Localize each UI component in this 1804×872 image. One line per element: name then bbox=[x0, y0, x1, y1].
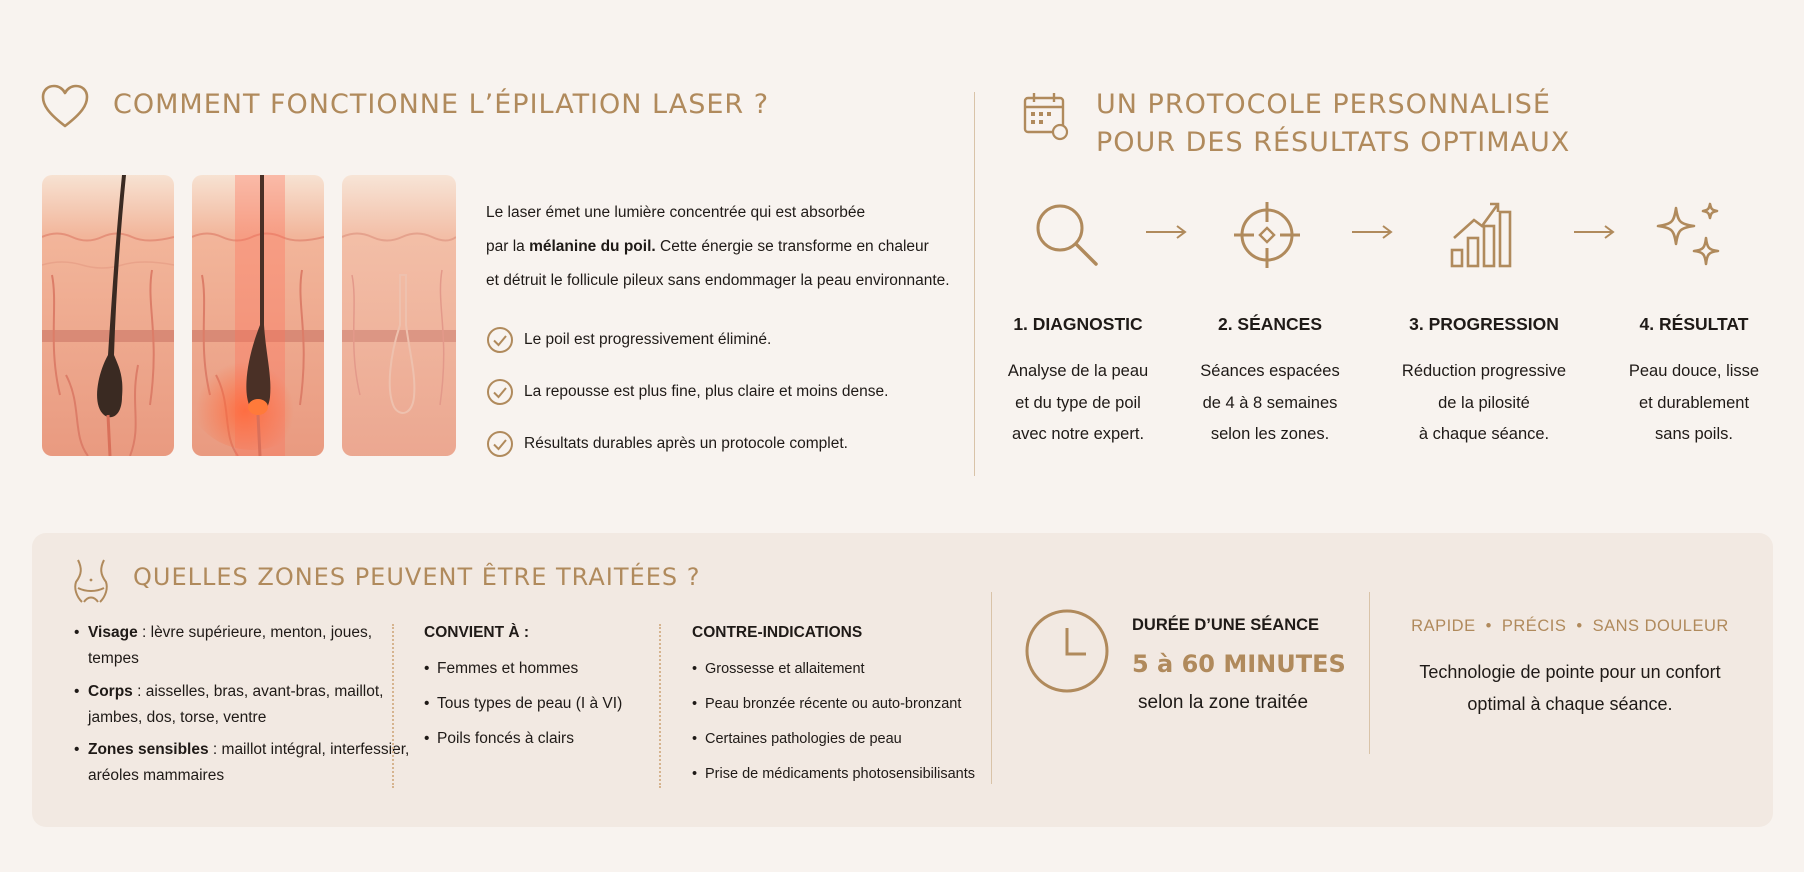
intro-text bbox=[486, 196, 966, 298]
zones-title: QUELLES ZONES PEUVENT ÊTRE TRAITÉES ? bbox=[133, 563, 701, 591]
zone-item: • Visage : lèvre supérieure, menton, joues, tempes bbox=[74, 620, 418, 672]
step-description: Peau douce, lisse et durablement sans poils. bbox=[1628, 362, 1760, 443]
session-duration-subtitle: selon la zone traitée bbox=[1138, 692, 1309, 713]
section-divider bbox=[991, 592, 992, 784]
protocol-title-line-2: POUR DES RÉSULTATS OPTIMAUX bbox=[1096, 127, 1571, 158]
step-title: 1. DIAGNOSTIC bbox=[1013, 314, 1143, 334]
step-description: Séances espacées de 4 à 8 semaines selon les zones. bbox=[1200, 362, 1340, 443]
step-title: 3. PROGRESSION bbox=[1409, 314, 1559, 334]
step-description: Analyse de la peau et du type de poil avec notre expert. bbox=[1007, 362, 1149, 443]
arrow-right-icon bbox=[1572, 224, 1616, 240]
tech-tags: RAPIDE • PRÉCIS • SANS DOULEUR bbox=[1411, 617, 1729, 635]
suits-item: • Tous types de peau (I à VI) bbox=[424, 695, 622, 713]
intro-line-2: par la mélanine du poil. Cette énergie se transforme en chaleur bbox=[486, 238, 929, 255]
body-silhouette-icon bbox=[70, 558, 112, 604]
benefit-item: Le poil est progressivement éliminé. bbox=[486, 326, 771, 354]
hair-panel-after bbox=[342, 175, 456, 456]
suits-item: • Poils foncés à clairs bbox=[424, 730, 574, 748]
bar-chart-icon bbox=[1446, 198, 1520, 272]
column-divider bbox=[659, 624, 661, 788]
target-icon bbox=[1230, 198, 1304, 272]
tag-fast: RAPIDE bbox=[1411, 617, 1476, 635]
section-divider bbox=[974, 92, 975, 476]
zone-item: • Corps : aisselles, bras, avant-bras, maillot, jambes, dos, torse, ventre bbox=[74, 679, 418, 731]
melanin-emphasis: mélanine du poil. bbox=[529, 238, 656, 255]
check-circle-icon bbox=[486, 326, 514, 354]
arrow-right-icon bbox=[1144, 224, 1188, 240]
protocol-title-line-1: UN PROTOCOLE PERSONNALISÉ bbox=[1096, 89, 1551, 120]
how-it-works-title: COMMENT FONCTIONNE L’ÉPILATION LASER ? bbox=[113, 89, 770, 120]
step-title: 2. SÉANCES bbox=[1217, 314, 1323, 334]
check-circle-icon bbox=[486, 378, 514, 406]
heart-icon bbox=[40, 84, 90, 130]
column-divider bbox=[392, 624, 394, 788]
suits-item: • Femmes et hommes bbox=[424, 660, 578, 678]
step-description: Réduction progressive de la pilosité à chaque séance. bbox=[1401, 362, 1567, 443]
check-circle-icon bbox=[486, 430, 514, 458]
hair-panel-before bbox=[42, 175, 174, 456]
benefit-item: La repousse est plus fine, plus claire et moins dense. bbox=[486, 378, 888, 406]
contra-item: • Certaines pathologies de peau bbox=[692, 731, 902, 747]
tag-painless: SANS DOULEUR bbox=[1592, 617, 1729, 635]
clock-icon bbox=[1024, 608, 1110, 694]
step-title: 4. RÉSULTAT bbox=[1639, 314, 1749, 334]
contra-item: • Prise de médicaments photosensibilisants bbox=[692, 766, 975, 782]
intro-line-3: et détruit le follicule pileux sans endommager la peau environnante. bbox=[486, 272, 950, 289]
contra-title: CONTRE-INDICATIONS bbox=[692, 624, 863, 641]
session-duration-value: 5 à 60 MINUTES bbox=[1132, 650, 1346, 678]
calendar-icon bbox=[1022, 90, 1070, 142]
intro-line-1: Le laser émet une lumière concentrée qui est absorbée bbox=[486, 204, 866, 221]
suits-title: CONVIENT À : bbox=[424, 624, 530, 641]
zone-item: • Zones sensibles : maillot intégral, interfessier, aréoles mammaires bbox=[74, 737, 418, 789]
arrow-right-icon bbox=[1350, 224, 1394, 240]
magnifier-icon bbox=[1030, 198, 1104, 272]
sparkles-icon bbox=[1652, 198, 1726, 272]
benefit-item: Résultats durables après un protocole complet. bbox=[486, 430, 848, 458]
contra-item: • Peau bronzée récente ou auto-bronzant bbox=[692, 696, 961, 712]
hair-panel-laser bbox=[192, 175, 324, 456]
contra-item: • Grossesse et allaitement bbox=[692, 661, 865, 677]
tag-precise: PRÉCIS bbox=[1501, 617, 1567, 635]
session-duration-title: DURÉE D’UNE SÉANCE bbox=[1132, 616, 1320, 634]
tech-description: Technologie de pointe pour un confort optimal à chaque séance. bbox=[1419, 662, 1721, 714]
